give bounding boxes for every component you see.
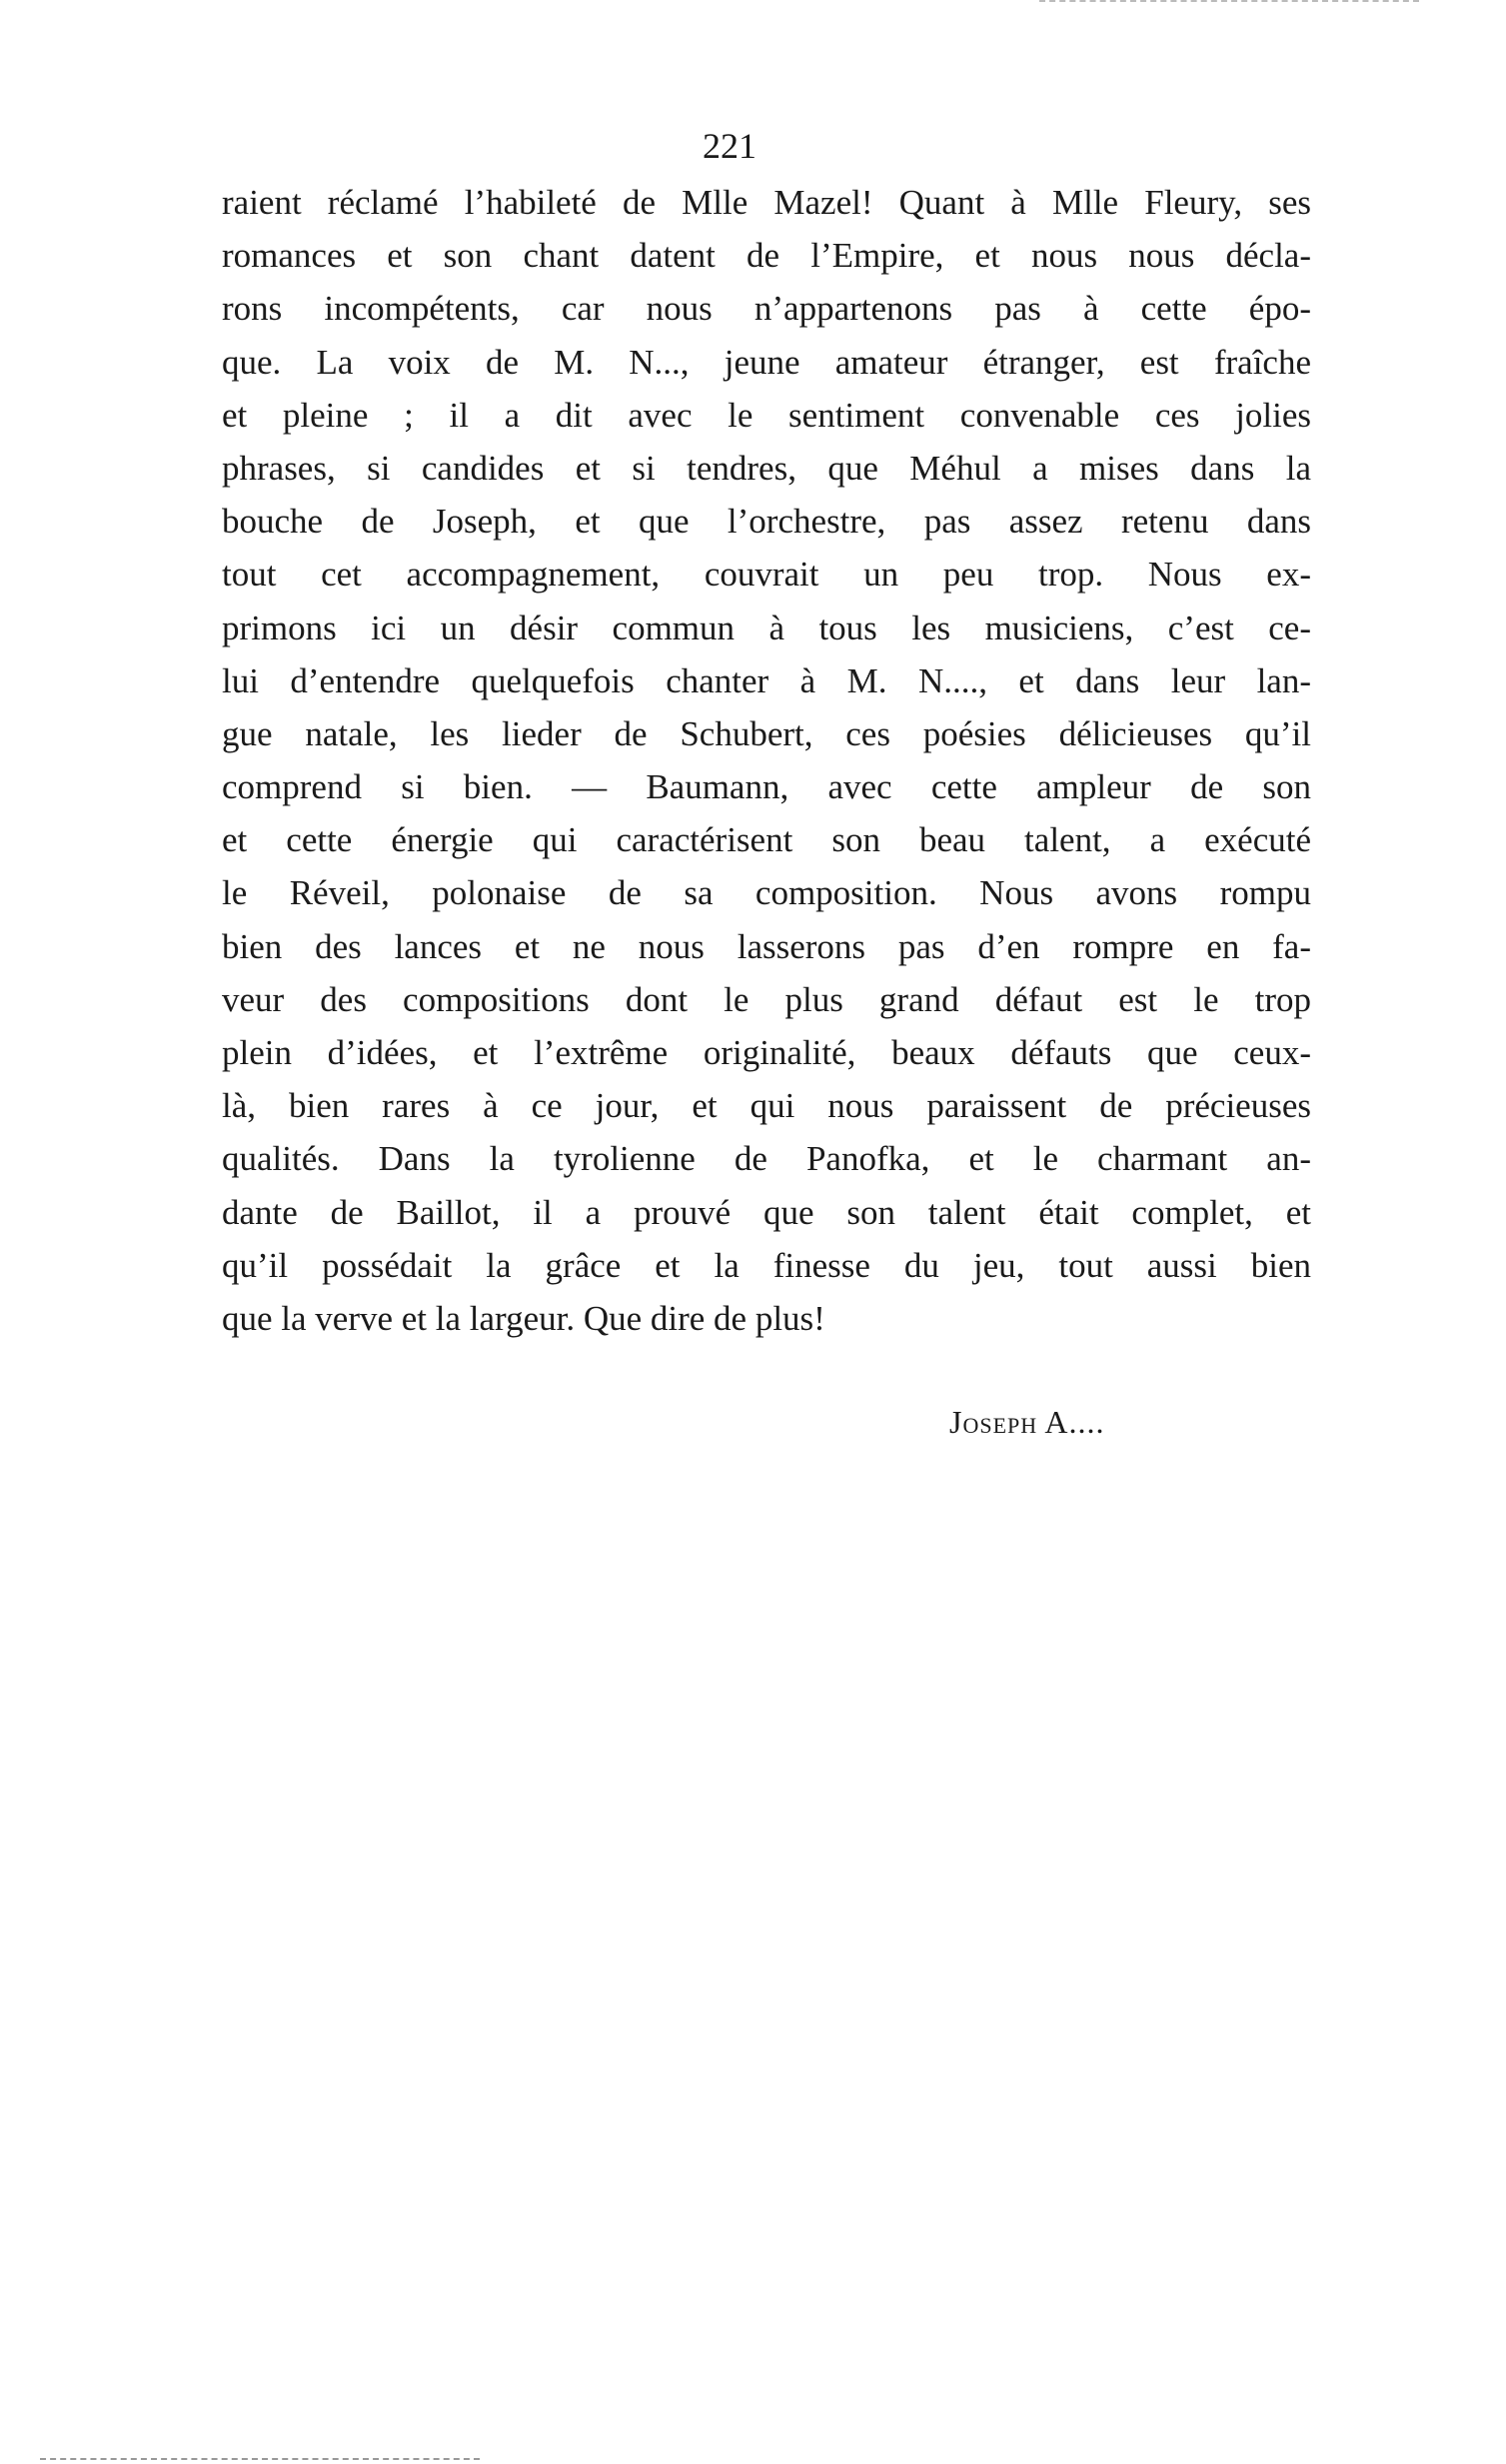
text-line: tout cet accompagnement, couvrait un peu trop. Nous ex-: [222, 555, 1311, 595]
scan-edge-mark-bottom: [40, 2452, 480, 2460]
text-line: dante de Baillot, il a prouvé que son talent était complet, et: [222, 1192, 1311, 1232]
text-line: et pleine ; il a dit avec le sentiment convenable ces jolies: [222, 395, 1311, 435]
signature-text: Joseph A....: [949, 1404, 1105, 1440]
text-line: romances et son chant datent de l’Empire, et nous nous décla-: [222, 236, 1311, 276]
text-line: bien des lances et ne nous lasserons pas d’en rompre en fa-: [222, 926, 1311, 966]
text-line: primons ici un désir commun à tous les musiciens, c’est ce-: [222, 608, 1311, 647]
text-line: qu’il possédait la grâce et la finesse du jeu, tout aussi bien: [222, 1245, 1311, 1285]
text-line: rons incompétents, car nous n’appartenons pas à cette épo-: [222, 289, 1311, 329]
body-text: [222, 176, 1311, 1345]
text-line: là, bien rares à ce jour, et qui nous paraissent de précieuses: [222, 1086, 1311, 1126]
text-line: lui d’entendre quelquefois chanter à M. N...., et dans leur lan-: [222, 660, 1311, 700]
text-line: phrases, si candides et si tendres, que Méhul a mises dans la: [222, 448, 1311, 488]
text-line: et cette énergie qui caractérisent son beau talent, a exécuté: [222, 820, 1311, 860]
text-line: le Réveil, polonaise de sa composition. Nous avons rompu: [222, 873, 1311, 913]
text-line: veur des compositions dont le plus grand défaut est le trop: [222, 979, 1311, 1019]
text-line: raient réclamé l’habileté de Mlle Mazel! Quant à Mlle Fleury, ses: [222, 183, 1311, 222]
text-line: plein d’idées, et l’extrême originalité, beaux défauts que ceux-: [222, 1033, 1311, 1072]
text-line: bouche de Joseph, et que l’orchestre, pas assez retenu dans: [222, 502, 1311, 542]
author-signature: [949, 1404, 1104, 1441]
text-line: comprend si bien. — Baumann, avec cette ampleur de son: [222, 767, 1311, 807]
page-number: 221: [703, 126, 756, 166]
text-line: gue natale, les lieder de Schubert, ces poésies délicieuses qu’il: [222, 713, 1311, 753]
text-line-last: que la verve et la largeur. Que dire de plus!: [222, 1298, 825, 1338]
text-line: qualités. Dans la tyrolienne de Panofka, et le charmant an-: [222, 1139, 1311, 1179]
text-line: que. La voix de M. N..., jeune amateur étranger, est fraîche: [222, 342, 1311, 382]
scan-edge-mark-top: [1039, 0, 1419, 8]
